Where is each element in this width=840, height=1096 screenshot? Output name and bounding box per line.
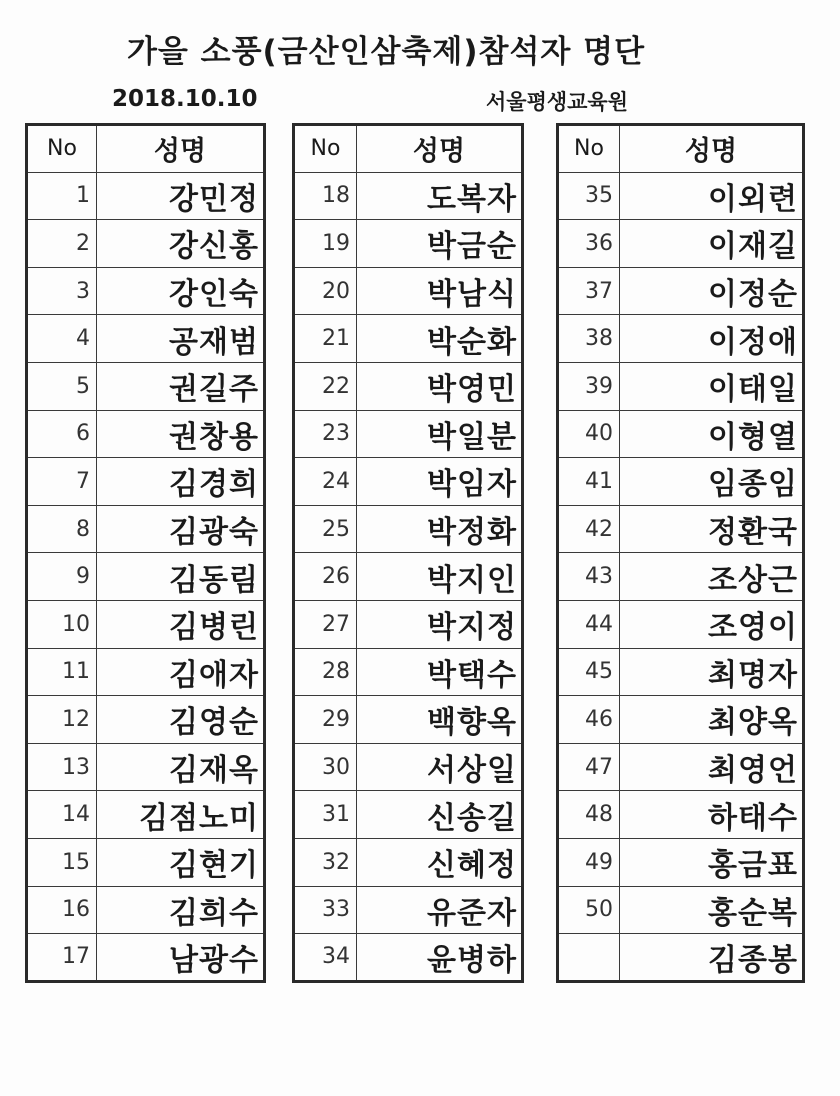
table-row — [558, 172, 804, 220]
row-number: 19 — [294, 220, 357, 268]
attendee-name: 강민정 — [97, 172, 265, 220]
table-row — [27, 458, 265, 506]
table-row — [294, 648, 523, 696]
row-number: 24 — [294, 458, 357, 506]
attendee-name: 최영언 — [620, 743, 804, 791]
table-row — [27, 362, 265, 410]
table-row — [27, 791, 265, 839]
attendee-name: 강인숙 — [97, 267, 265, 315]
row-number: 48 — [558, 791, 620, 839]
table-row — [558, 934, 804, 982]
table-row — [27, 220, 265, 268]
table-row — [27, 553, 265, 601]
attendee-name: 남광수 — [97, 934, 265, 982]
row-number: 32 — [294, 838, 357, 886]
name-column-header: 성명 — [620, 125, 804, 173]
row-number: 47 — [558, 743, 620, 791]
table-row — [558, 791, 804, 839]
row-number: 14 — [27, 791, 97, 839]
attendee-name: 이형열 — [620, 410, 804, 458]
table-row — [294, 172, 523, 220]
row-number: 22 — [294, 362, 357, 410]
row-number: 31 — [294, 791, 357, 839]
attendee-name: 김현기 — [97, 838, 265, 886]
attendee-name: 서상일 — [357, 743, 523, 791]
table-row — [558, 696, 804, 744]
table-row — [27, 315, 265, 363]
table-row — [27, 743, 265, 791]
attendee-name: 홍금표 — [620, 838, 804, 886]
attendee-name: 최명자 — [620, 648, 804, 696]
no-column-header: No — [294, 125, 357, 173]
row-number: 39 — [558, 362, 620, 410]
row-number: 34 — [294, 934, 357, 982]
table-row — [558, 648, 804, 696]
row-number: 21 — [294, 315, 357, 363]
table-row — [294, 886, 523, 934]
row-number: 7 — [27, 458, 97, 506]
attendee-name: 김병린 — [97, 600, 265, 648]
attendee-name: 정환국 — [620, 505, 804, 553]
table-row — [27, 696, 265, 744]
table-row — [558, 315, 804, 363]
row-number: 23 — [294, 410, 357, 458]
attendee-table-3 — [556, 123, 805, 983]
table-row — [558, 267, 804, 315]
row-number: 30 — [294, 743, 357, 791]
table-row — [558, 410, 804, 458]
row-number: 27 — [294, 600, 357, 648]
attendee-name: 하태수 — [620, 791, 804, 839]
name-column-header: 성명 — [357, 125, 523, 173]
attendee-name: 박지정 — [357, 600, 523, 648]
table-row — [294, 505, 523, 553]
attendee-name: 박지인 — [357, 553, 523, 601]
attendee-name: 김영순 — [97, 696, 265, 744]
table-row — [558, 600, 804, 648]
attendee-name: 권길주 — [97, 362, 265, 410]
row-number: 1 — [27, 172, 97, 220]
row-number: 3 — [27, 267, 97, 315]
table-row — [294, 220, 523, 268]
row-number: 36 — [558, 220, 620, 268]
table-row — [558, 886, 804, 934]
attendee-name: 공재범 — [97, 315, 265, 363]
attendee-name: 박택수 — [357, 648, 523, 696]
attendee-name: 이태일 — [620, 362, 804, 410]
row-number: 40 — [558, 410, 620, 458]
row-number: 11 — [27, 648, 97, 696]
table-row — [558, 838, 804, 886]
attendee-name: 박영민 — [357, 362, 523, 410]
row-number: 35 — [558, 172, 620, 220]
table-row — [558, 220, 804, 268]
table-row — [294, 743, 523, 791]
attendee-name: 권창용 — [97, 410, 265, 458]
table-row — [27, 886, 265, 934]
row-number: 43 — [558, 553, 620, 601]
attendee-name: 박일분 — [357, 410, 523, 458]
row-number: 46 — [558, 696, 620, 744]
table-row — [27, 648, 265, 696]
row-number: 28 — [294, 648, 357, 696]
row-number: 4 — [27, 315, 97, 363]
row-number: 12 — [27, 696, 97, 744]
table-row — [27, 267, 265, 315]
attendee-name: 김동림 — [97, 553, 265, 601]
row-number: 37 — [558, 267, 620, 315]
table-row — [558, 743, 804, 791]
attendee-name: 조상근 — [620, 553, 804, 601]
table-row — [558, 362, 804, 410]
attendee-name: 박남식 — [357, 267, 523, 315]
attendee-name: 김경희 — [97, 458, 265, 506]
row-number: 13 — [27, 743, 97, 791]
table-header-row — [558, 125, 804, 173]
row-number: 45 — [558, 648, 620, 696]
row-number: 10 — [27, 600, 97, 648]
attendee-name: 박금순 — [357, 220, 523, 268]
attendee-name: 이외련 — [620, 172, 804, 220]
attendee-name: 박임자 — [357, 458, 523, 506]
row-number: 5 — [27, 362, 97, 410]
row-number: 42 — [558, 505, 620, 553]
attendee-name: 이정애 — [620, 315, 804, 363]
attendee-name: 도복자 — [357, 172, 523, 220]
row-number: 44 — [558, 600, 620, 648]
table-row — [294, 934, 523, 982]
attendee-name: 최양옥 — [620, 696, 804, 744]
row-number: 15 — [27, 838, 97, 886]
table-row — [558, 505, 804, 553]
attendee-name: 김애자 — [97, 648, 265, 696]
row-number: 6 — [27, 410, 97, 458]
table-row — [294, 362, 523, 410]
attendee-table-2 — [292, 123, 524, 983]
no-column-header: No — [558, 125, 620, 173]
table-row — [27, 934, 265, 982]
row-number: 16 — [27, 886, 97, 934]
attendee-name: 박정화 — [357, 505, 523, 553]
row-number: 2 — [27, 220, 97, 268]
attendee-name: 이재길 — [620, 220, 804, 268]
attendee-name: 유준자 — [357, 886, 523, 934]
attendee-name: 박순화 — [357, 315, 523, 363]
attendee-name: 강신홍 — [97, 220, 265, 268]
attendee-name: 홍순복 — [620, 886, 804, 934]
attendee-name: 조영이 — [620, 600, 804, 648]
name-column-header: 성명 — [97, 125, 265, 173]
table-row — [27, 172, 265, 220]
attendee-name: 김재옥 — [97, 743, 265, 791]
table-row — [558, 458, 804, 506]
table-row — [294, 267, 523, 315]
table-row — [558, 553, 804, 601]
no-column-header: No — [27, 125, 97, 173]
attendee-name: 임종임 — [620, 458, 804, 506]
attendee-name: 신송길 — [357, 791, 523, 839]
table-row — [294, 600, 523, 648]
row-number: 18 — [294, 172, 357, 220]
table-header-row — [294, 125, 523, 173]
row-number: 25 — [294, 505, 357, 553]
table-row — [294, 553, 523, 601]
row-number: 20 — [294, 267, 357, 315]
table-row — [294, 315, 523, 363]
attendee-name: 백향옥 — [357, 696, 523, 744]
attendee-name: 김희수 — [97, 886, 265, 934]
table-row — [27, 410, 265, 458]
table-row — [27, 600, 265, 648]
attendee-name: 김종봉 — [620, 934, 804, 982]
attendee-table-1 — [25, 123, 266, 983]
table-row — [27, 505, 265, 553]
table-row — [294, 791, 523, 839]
attendee-name: 이정순 — [620, 267, 804, 315]
row-number: 26 — [294, 553, 357, 601]
row-number: 9 — [27, 553, 97, 601]
row-number — [558, 934, 620, 982]
row-number: 41 — [558, 458, 620, 506]
event-date: 2018.10.10 — [112, 86, 258, 112]
organization-name: 서울평생교육원 — [486, 90, 629, 114]
document-title: 가을 소풍(금산인삼축제)참석자 명단 — [126, 34, 646, 70]
row-number: 29 — [294, 696, 357, 744]
row-number: 38 — [558, 315, 620, 363]
table-row — [294, 838, 523, 886]
table-row — [294, 410, 523, 458]
row-number: 17 — [27, 934, 97, 982]
row-number: 33 — [294, 886, 357, 934]
attendee-name: 신혜정 — [357, 838, 523, 886]
row-number: 8 — [27, 505, 97, 553]
attendee-name: 윤병하 — [357, 934, 523, 982]
attendee-name: 김점노미 — [97, 791, 265, 839]
table-row — [294, 458, 523, 506]
table-row — [27, 838, 265, 886]
row-number: 49 — [558, 838, 620, 886]
attendee-name: 김광숙 — [97, 505, 265, 553]
table-row — [294, 696, 523, 744]
row-number: 50 — [558, 886, 620, 934]
table-header-row — [27, 125, 265, 173]
